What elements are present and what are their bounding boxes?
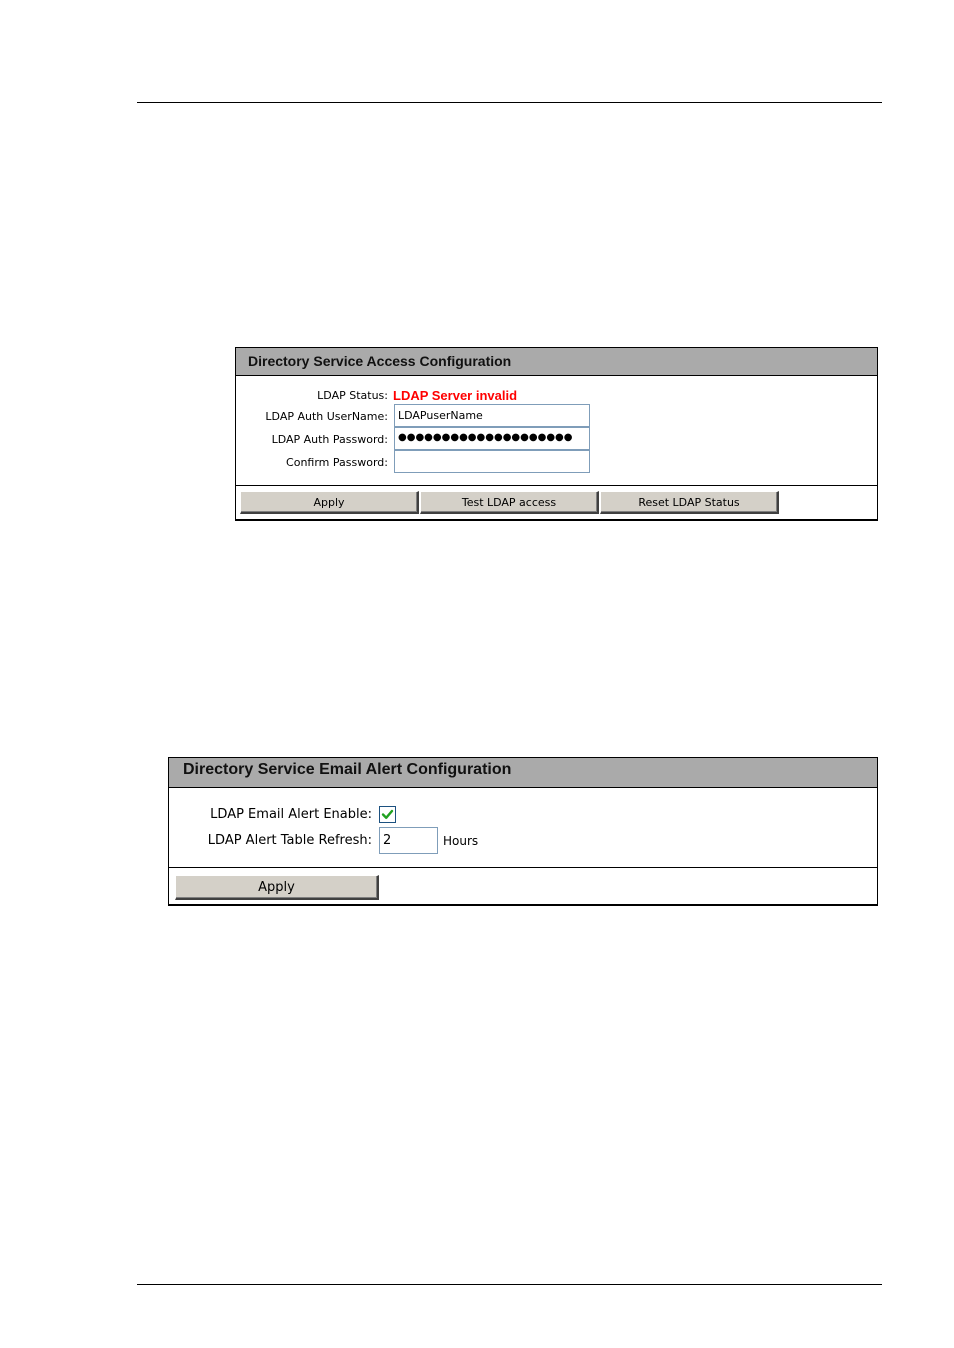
ldap-password-input[interactable]: ●●●●●●●●●●●●●●●●●●●●	[394, 427, 590, 450]
confirm-password-label: Confirm Password:	[286, 456, 388, 469]
access-config-panel	[235, 347, 878, 521]
access-config-title: Directory Service Access Configuration	[236, 348, 877, 376]
ldap-status-value: LDAP Server invalid	[393, 388, 518, 403]
ldap-status-label: LDAP Status:	[317, 389, 388, 402]
ldap-username-label: LDAP Auth UserName:	[265, 410, 388, 423]
email-apply-button[interactable]: Apply	[175, 875, 379, 900]
checkmark-icon	[381, 808, 394, 821]
alert-table-refresh-input[interactable]	[379, 827, 438, 854]
confirm-password-input[interactable]	[394, 450, 590, 473]
email-alert-enable-checkbox[interactable]	[379, 806, 396, 823]
alert-table-refresh-label: LDAP Alert Table Refresh:	[207, 833, 372, 848]
email-alert-title: Directory Service Email Alert Configuration	[169, 758, 877, 788]
test-ldap-access-button[interactable]: Test LDAP access	[420, 491, 599, 514]
email-alert-enable-label: LDAP Email Alert Enable:	[210, 807, 372, 822]
access-apply-button[interactable]: Apply	[240, 491, 419, 514]
ldap-password-label: LDAP Auth Password:	[271, 433, 388, 446]
refresh-unit-label: Hours	[443, 834, 479, 848]
email-buttons-divider	[169, 867, 877, 868]
email-alert-panel	[168, 757, 878, 906]
reset-ldap-status-button[interactable]: Reset LDAP Status	[600, 491, 779, 514]
page-header-rule	[137, 102, 882, 103]
ldap-username-input[interactable]	[394, 404, 590, 427]
access-buttons-divider	[236, 485, 877, 486]
page-footer-rule	[137, 1284, 882, 1285]
